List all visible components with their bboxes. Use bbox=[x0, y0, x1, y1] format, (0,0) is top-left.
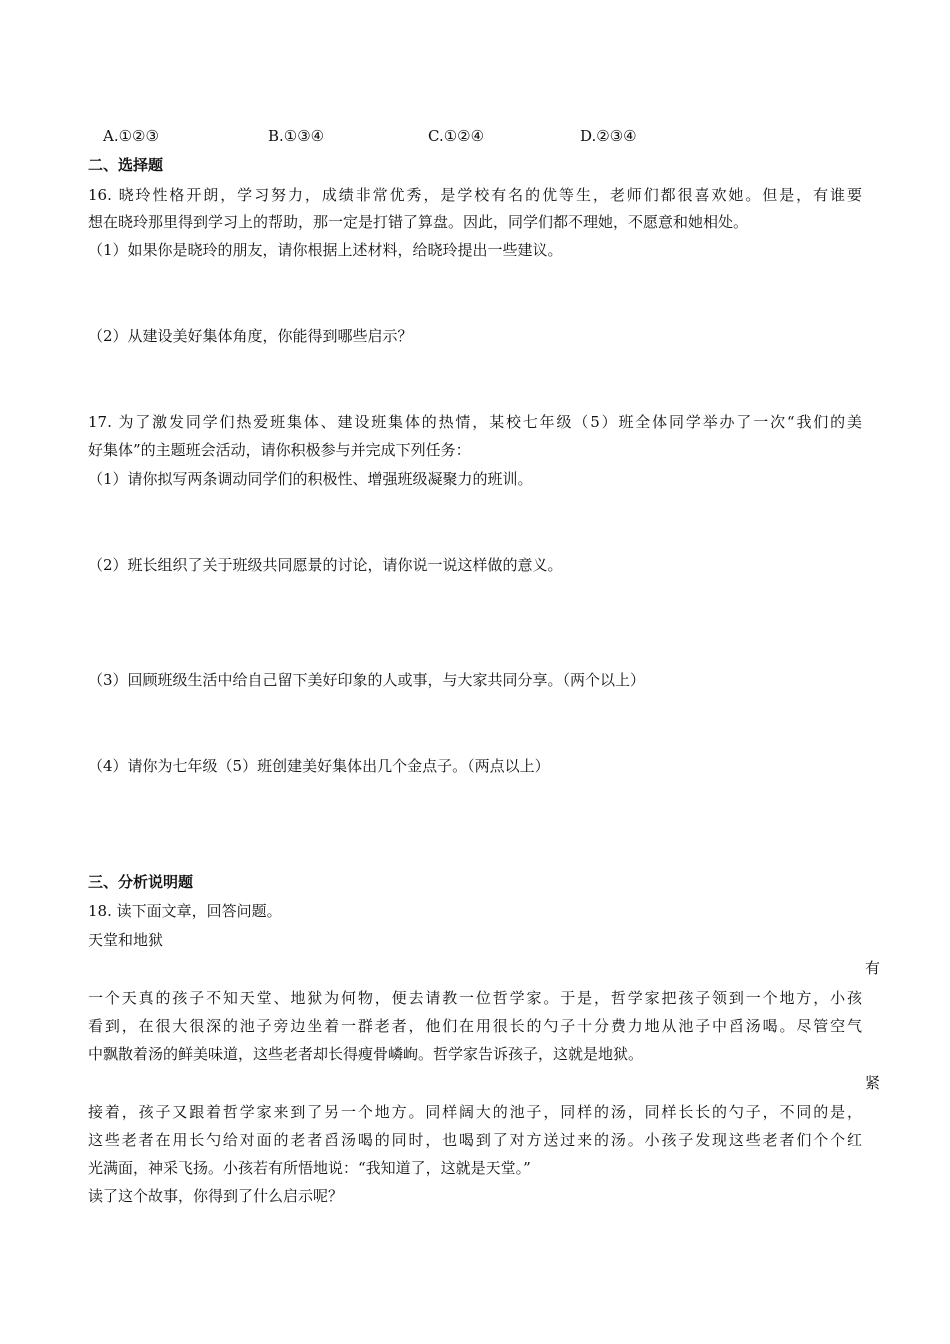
paragraph-1-line-2: 看到，在很大很深的池子旁边坐着一群老者，他们在用很长的勺子十分费力地从池子中舀汤喝。尽管空气 bbox=[88, 1017, 862, 1035]
q16-sub-1: （1）如果你是晓玲的朋友，请你根据上述材料，给晓玲提出一些建议。 bbox=[88, 241, 563, 259]
q16-text-line-2: 想在晓玲那里得到学习上的帮助，那一定是打错了算盘。因此，同学们都不理她，不愿意和她相处。 bbox=[88, 213, 749, 231]
paragraph-1-line-3: 中飘散着汤的鲜美味道，这些老者却长得瘦骨嶙峋。哲学家告诉孩子，这就是地狱。 bbox=[88, 1045, 644, 1063]
option-c: C.①②④ bbox=[428, 127, 485, 145]
section-2-title: 二、选择题 bbox=[88, 156, 164, 174]
q17-sub-2: （2）班长组织了关于班级共同愿景的讨论，请你说一说这样做的意义。 bbox=[88, 556, 563, 574]
section-3-title: 三、分析说明题 bbox=[88, 873, 194, 891]
paragraph-2-line-1: 接着，孩子又跟着哲学家来到了另一个地方。同样阔大的池子，同样的汤，同样长长的勺子，不同的是， bbox=[88, 1103, 862, 1121]
paragraph-2-line-2: 这些老者在用长勺给对面的老者舀汤喝的同时，也喝到了对方送过来的汤。小孩子发现这些老者们个个红 bbox=[88, 1131, 862, 1149]
paragraph-1-line-1: 一个天真的孩子不知天堂、地狱为何物，便去请教一位哲学家。于是，哲学家把孩子领到一个地方，小孩 bbox=[88, 989, 862, 1007]
story-title: 天堂和地狱 bbox=[88, 931, 164, 949]
paragraph-2-line-3: 光满面，神采飞扬。小孩若有所悟地说：“我知道了，这就是天堂。” bbox=[88, 1159, 531, 1177]
option-b: B.①③④ bbox=[268, 127, 325, 145]
option-d: D.②③④ bbox=[580, 127, 637, 145]
q16-text-line-1: 16. 晓玲性格开朗，学习努力，成绩非常优秀，是学校有名的优等生，老师们都很喜欢她。但是，有谁要 bbox=[88, 186, 862, 204]
q17-sub-4: （4）请你为七年级（5）班创建美好集体出几个金点子。（两点以上） bbox=[88, 757, 550, 775]
q17-sub-1: （1）请你拟写两条调动同学们的积极性、增强班级凝聚力的班训。 bbox=[88, 470, 533, 488]
q16-sub-2: （2）从建设美好集体角度，你能得到哪些启示？ bbox=[88, 327, 413, 345]
q18-question: 读了这个故事，你得到了什么启示呢？ bbox=[88, 1187, 344, 1205]
paragraph-2-first-char: 紧 bbox=[864, 1074, 880, 1092]
q17-text-line-2: 好集体”的主题班会活动，请你积极参与并完成下列任务： bbox=[88, 441, 471, 459]
q17-sub-3: （3）回顾班级生活中给自己留下美好印象的人或事，与大家共同分享。（两个以上） bbox=[88, 671, 646, 689]
option-a: A.①②③ bbox=[103, 127, 159, 145]
q17-text-line-1: 17. 为了激发同学们热爱班集体、建设班集体的热情，某校七年级（5）班全体同学举办了一次“我们的美 bbox=[88, 413, 862, 431]
paragraph-1-first-char: 有 bbox=[864, 959, 880, 977]
q18-intro: 18. 读下面文章，回答问题。 bbox=[88, 902, 282, 920]
